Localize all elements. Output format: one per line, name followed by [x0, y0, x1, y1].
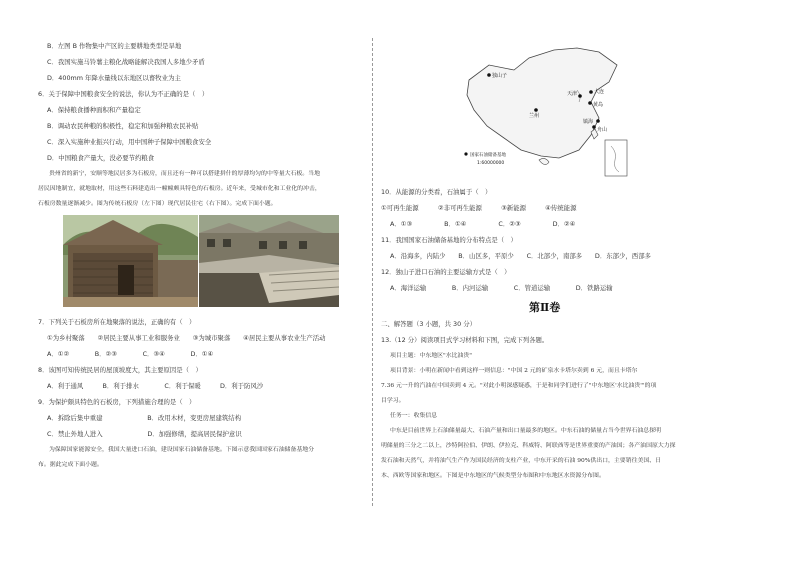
- question-6: 6．关于保障中国粮食安全的说法，你认为不正确的是（ ）: [38, 90, 209, 98]
- task-title: 任务一：收集信息: [390, 413, 438, 419]
- project-theme: 项目主题：中东地区"水比油贵": [390, 353, 472, 359]
- question-12: 12．独山子进口石油的主要运输方式是（ ）: [381, 268, 511, 276]
- passage-line: 中东是目前世界上石油储量最大、石油产量和出口量最多的地区。中东石油的储量占当今世界石油总探明: [390, 428, 661, 434]
- option-line: A．沿海多，内陆少 B．山区多，平原少 C．北部少，南部多 D．东部少，西部多: [390, 252, 651, 260]
- passage-line: 目学习。: [381, 398, 405, 404]
- passage-line: 项目背景：小明在新闻中看到这样一则信息："中国 2 元的矿泉水卡塔尔卖到 6 元，而且卡塔尔: [390, 368, 638, 374]
- option-line: ①可再生能源 ②非可再生能源 ③新能源 ④传统能源: [381, 204, 577, 212]
- option-line: C．我国实施马铃薯主粮化战略能解决我国人多地少矛盾: [47, 58, 205, 66]
- passage-line: 布。据此完成下面小题。: [38, 462, 103, 468]
- question-13: 13.（12 分）阅读项目式学习材料和下图，完成下列各题。: [381, 336, 549, 344]
- option-line: C．深入实施种业振兴行动，用中国种子保障中国粮食安全: [47, 138, 212, 146]
- option-line: B．左图 B 作物集中产区的主要耕地类型是旱地: [47, 42, 182, 50]
- map-scale: 1:60000000: [477, 161, 505, 166]
- option-line: A．拆除后集中重建 B．改用木材，变更房屋建筑结构: [47, 414, 242, 422]
- option-line: A．利于通风 B．利于排水 C．利于保暖 D．利于防风沙: [47, 382, 264, 390]
- question-10: 10．从能源的分类看，石油属于（ ）: [381, 188, 492, 196]
- map-legend: 国家石油储备基地: [470, 153, 506, 158]
- question-8: 8．该图可知传统民居的屋顶坡度大，其主要原因是（ ）: [38, 366, 202, 374]
- option-line: B．调动农民种粮的积极性，稳定和加强种粮农民补贴: [47, 122, 199, 130]
- passage-line: 发石油和天然气，并将油气生产作为国民经济的支柱产业，中东开采的石油 90%供出口，主要销往美国、日: [381, 458, 662, 464]
- map-label: 大连: [594, 89, 605, 95]
- option-line: D．中国粮食产量大，没必要节约粮食: [47, 154, 155, 162]
- passage-line: 石板房数量逐渐减少。图为传统石板房（左下图）现代居民住宅（右下图）。完成下面小题。: [38, 201, 277, 207]
- map-label: 兰州: [529, 113, 540, 119]
- question-9: 9．为保护颇具特色的石板房，下列措施合理的是（ ）: [38, 398, 196, 406]
- option-line: D．400mm 年降水量线以东地区以畜牧业为主: [47, 74, 181, 82]
- passage-line: 为保障国家能源安全，我国大量进口石油，建设国家石油储备基地。下图示意我国国家石油储备基地分: [49, 447, 315, 453]
- section-heading: 第Ⅱ卷: [529, 301, 561, 314]
- option-line: A．保持粮食播种面积和产量稳定: [47, 106, 141, 114]
- question-11: 11．我国国家石油储备基地的分布特点是（ ）: [381, 236, 517, 244]
- question-7: 7．下列关于石板房所在地聚落的说法，正确的有（ ）: [38, 318, 196, 326]
- column-divider: [372, 38, 373, 506]
- passage-line: 贵州省的新宁，安顺等地民居多为石板房，而且还有一种可以搭建拼什的厚薄均匀的中等量大石板。当地: [49, 171, 320, 177]
- oil-reserve-map: [459, 40, 629, 180]
- option-line: A．①③ B．①④ C．②③ D．②④: [390, 220, 576, 228]
- passage-line: 7.36 元一升的汽油在中国卖到 4 元。"对此小明深感疑惑，于是和同学们进行了"中东地区'水比油贵'"的项: [381, 383, 657, 389]
- option-line: A．海洋运输 B．内河运输 C．管道运输 D．铁路运输: [390, 284, 613, 292]
- option-line: ①为乡村聚落 ②居民主要从事工业和服务业 ③为城市聚落 ④居民主要从事农业生产活动: [47, 334, 326, 342]
- option-line: A．①② B．②③ C．③④ D．①④: [47, 350, 214, 358]
- map-label: 独山子: [492, 73, 508, 79]
- stone-house-photo: [63, 215, 198, 307]
- map-label: 舟山: [597, 127, 608, 133]
- passage-line: 居民因地制宜，就地取材，用这些石料建造出一幢幢颇具特色的石板房。近年来，受城市化和工业化的冲击，: [38, 186, 321, 192]
- modern-residence-photo: [199, 215, 339, 307]
- option-line: C．禁止外地人进入 D．加强修缮，提高居民保护意识: [47, 430, 242, 438]
- map-label: 天津: [567, 91, 578, 97]
- passage-line: 本、西欧等国家和地区。下图是中东地区的气候类型分布图和中东地区水资源分布图。: [381, 473, 605, 479]
- map-label: 黄岛: [593, 102, 604, 108]
- section-title: 二、解答题（3 小题，共 30 分）: [381, 320, 476, 328]
- map-label: 镇海: [583, 119, 594, 125]
- passage-line: 明储量的三分之二以上，沙特阿拉伯、伊朗、伊拉克、科威特、阿联酋等是世界重要的产油国；各产油国原大力探: [381, 443, 676, 449]
